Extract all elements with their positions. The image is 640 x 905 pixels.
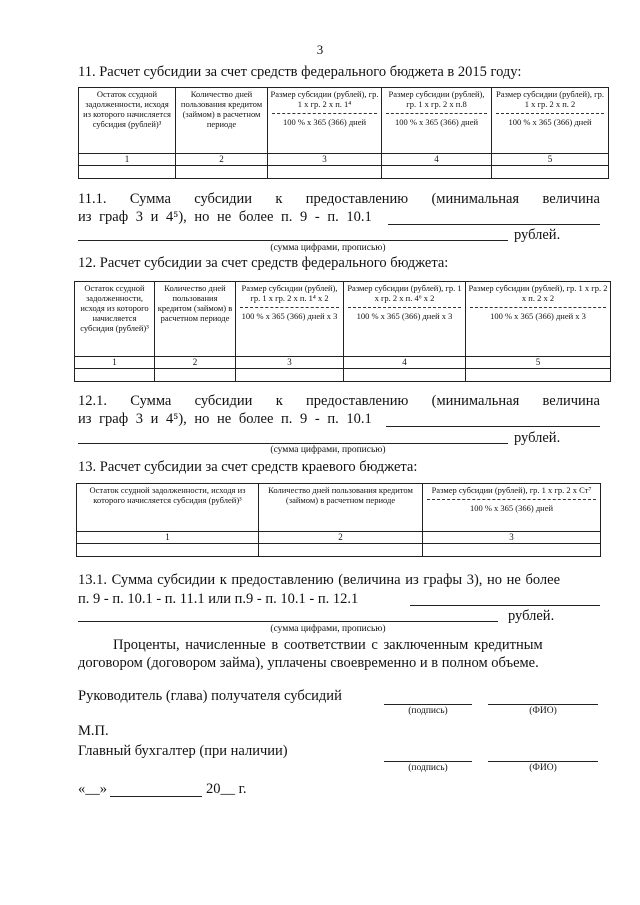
s13-header-days: Количество дней пользования кредитом (займом) в расчетном периоде (259, 484, 423, 532)
s12-input-cell[interactable] (236, 369, 344, 382)
s11-1-line1: 11.1. Сумма субсидии к предоставлению (минимальная величина (78, 191, 600, 207)
section-12-title: 12. Расчет субсидии за счет средств федерального бюджета: (78, 255, 449, 271)
s11-input-cell[interactable] (268, 165, 382, 178)
section-11-table (78, 87, 609, 179)
s11-1-rubles: рублей. (514, 227, 561, 243)
s12-1-amount-words-field[interactable] (78, 443, 508, 444)
date-day: «__» (78, 781, 107, 797)
s13-1-line2: п. 9 - п. 10.1 - п. 11.1 или п.9 - п. 10.1 - п. 12.1 (78, 591, 359, 607)
s11-header-col3: Размер субсидии (рублей), гр. 1 x гр. 2 x п. 1⁴ 100 % x 365 (366) дней (268, 88, 382, 154)
s12-input-cell[interactable] (155, 369, 236, 382)
s12-col-number: 3 (236, 357, 344, 369)
head-signature-caption: (подпись) (408, 706, 448, 716)
s12-col-number: 2 (155, 357, 236, 369)
s11-1-amount-words-field[interactable] (78, 240, 508, 241)
s12-header-days: Количество дней пользования кредитом (займом) в расчетном периоде (155, 282, 236, 357)
s13-1-amount-field[interactable] (410, 605, 600, 606)
s11-1-line2: из граф 3 и 4⁵), но не более п. 9 - п. 10.1 (78, 209, 372, 225)
s12-1-amount-field[interactable] (386, 426, 600, 427)
head-signature-label: Руководитель (глава) получателя субсидий (78, 688, 342, 704)
s12-col-number: 5 (466, 357, 611, 369)
section-11-title: 11. Расчет субсидии за счет средств федерального бюджета в 2015 году: (78, 64, 522, 80)
s11-header-col5: Размер субсидии (рублей), гр. 1 x гр. 2 x п. 2 100 % x 365 (366) дней (492, 88, 609, 154)
s11-col-number: 5 (492, 154, 609, 166)
s13-1-line1: 13.1. Сумма субсидии к предоставлению (величина из графы 3), но не более (78, 572, 561, 588)
s11-col-number: 1 (79, 154, 176, 166)
head-signature-field[interactable] (384, 704, 472, 705)
s12-header-balance: Остаток ссудной задолженности, исходя из которого начисляется субсидия (рублей)³ (75, 282, 155, 357)
date-month-field[interactable] (110, 796, 202, 797)
s13-input-cell[interactable] (77, 544, 259, 557)
s13-1-rubles: рублей. (508, 608, 555, 624)
s12-header-col5: Размер субсидии (рублей), гр. 1 x гр. 2 x п. 2 x 2 100 % x 365 (366) дней x 3 (466, 282, 611, 357)
page-number: 3 (316, 42, 324, 57)
head-name-caption: (ФИО) (529, 706, 557, 716)
section-13-title: 13. Расчет субсидии за счет средств краевого бюджета: (78, 459, 418, 475)
s11-header-balance: Остаток ссудной задолженности, исходя из которого начисляется субсидия (рублей)³ (79, 88, 176, 154)
s11-col-number: 2 (176, 154, 268, 166)
s11-header-col4: Размер субсидии (рублей), гр. 1 x гр. 2 x п.8 100 % x 365 (366) дней (382, 88, 492, 154)
s13-col-number: 3 (423, 532, 601, 544)
s12-input-cell[interactable] (466, 369, 611, 382)
s11-1-amount-field[interactable] (388, 224, 600, 225)
s12-1-rubles: рублей. (514, 430, 561, 446)
s13-header-col3: Размер субсидии (рублей), гр. 1 x гр. 2 x Ст⁷ 100 % x 365 (366) дней (423, 484, 601, 532)
s11-input-cell[interactable] (382, 165, 492, 178)
accountant-name-field[interactable] (488, 761, 598, 762)
s13-input-cell[interactable] (423, 544, 601, 557)
s11-header-days: Количество дней пользования кредитом (займом) в расчетном периоде (176, 88, 268, 154)
s13-1-amount-words-field[interactable] (78, 621, 498, 622)
s11-col-number: 4 (382, 154, 492, 166)
s11-input-cell[interactable] (79, 165, 176, 178)
s13-input-cell[interactable] (259, 544, 423, 557)
s13-header-balance: Остаток ссудной задолженности, исходя из которого начисляется субсидия (рублей)³ (77, 484, 259, 532)
interest-line1: Проценты, начисленные в соответствии с заключенным кредитным (113, 637, 543, 653)
s12-1-line2: из граф 3 и 4⁵), но не более п. 9 - п. 10.1 (78, 411, 372, 427)
s13-col-number: 1 (77, 532, 259, 544)
date-year: 20__ г. (206, 781, 247, 797)
s11-1-caption: (сумма цифрами, прописью) (270, 243, 386, 253)
s11-input-cell[interactable] (492, 165, 609, 178)
s12-input-cell[interactable] (344, 369, 466, 382)
s12-header-col3: Размер субсидии (рублей), гр. 1 x гр. 2 x п. 1⁴ x 2 100 % x 365 (366) дней x 3 (236, 282, 344, 357)
section-13-table (76, 483, 601, 557)
s11-input-cell[interactable] (176, 165, 268, 178)
s12-1-line1: 12.1. Сумма субсидии к предоставлению (минимальная величина (78, 393, 600, 409)
s13-1-caption: (сумма цифрами, прописью) (270, 624, 386, 634)
s13-col-number: 2 (259, 532, 423, 544)
accountant-signature-caption: (подпись) (408, 763, 448, 773)
s12-input-cell[interactable] (75, 369, 155, 382)
accountant-signature-field[interactable] (384, 761, 472, 762)
s12-col-number: 4 (344, 357, 466, 369)
s12-col-number: 1 (75, 357, 155, 369)
s12-header-col4: Размер субсидии (рублей), гр. 1 x гр. 2 x п. 4⁶ x 2 100 % x 365 (366) дней x 3 (344, 282, 466, 357)
s11-col-number: 3 (268, 154, 382, 166)
section-12-table (74, 281, 611, 382)
head-name-field[interactable] (488, 704, 598, 705)
interest-line2: договором (договором займа), уплачены своевременно и в полном объеме. (78, 655, 539, 671)
stamp-label: М.П. (78, 723, 109, 739)
accountant-name-caption: (ФИО) (529, 763, 557, 773)
accountant-signature-label: Главный бухгалтер (при наличии) (78, 743, 288, 759)
s12-1-caption: (сумма цифрами, прописью) (270, 445, 386, 455)
